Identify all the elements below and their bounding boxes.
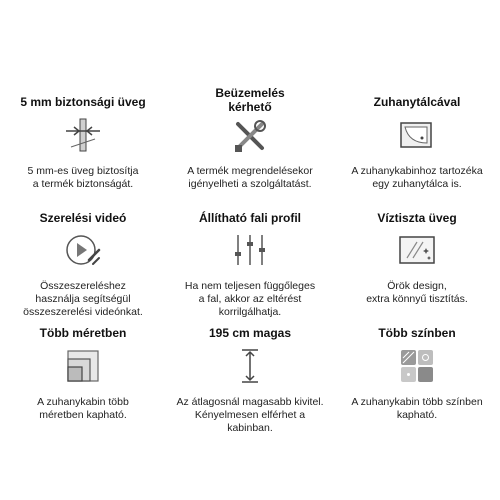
- feature-safety-glass: [0, 95, 166, 191]
- feature-desc-line: A termék megrendelésekor: [187, 165, 313, 177]
- feature-desc-line: a fal, akkor az eltérést: [198, 293, 302, 305]
- feature-adjustable-profile: [167, 211, 333, 319]
- feature-title: Víztiszta üveg: [377, 211, 457, 225]
- feature-desc-line: a termék biztonságát.: [32, 178, 134, 190]
- feature-desc-line: Kényelmesen elférhet a kabinban.: [194, 409, 306, 434]
- feature-clear-glass: [334, 211, 500, 306]
- feature-desc-line: A zuhanykabin több: [37, 396, 129, 408]
- feature-install-video: [0, 211, 166, 319]
- feature-title: Szerelési videó: [39, 211, 127, 225]
- feature-desc-line: korrilgálhatja.: [218, 306, 282, 318]
- colors-icon: [397, 346, 437, 386]
- feature-desc-line: A zuhanykabinhoz tartozéka: [351, 165, 483, 177]
- feature-desc-line: egy zuhanytálca is.: [372, 178, 462, 190]
- feature-desc-line: igényelheti a szolgáltatást.: [188, 178, 312, 190]
- feature-desc-line: A zuhanykabin több színben: [351, 396, 483, 408]
- feature-title-line: kérhető: [228, 100, 272, 114]
- feature-multiple-sizes: [0, 326, 166, 422]
- shower-tray-icon: [395, 115, 439, 155]
- feature-desc-line: 5 mm-es üveg biztosítja: [27, 165, 139, 177]
- adjustable-profile-icon: [230, 230, 270, 270]
- feature-height: [167, 326, 333, 435]
- feature-desc-line: összeszerelési videónkat.: [23, 306, 143, 318]
- feature-multiple-colors: [334, 326, 500, 422]
- feature-title: 5 mm biztonsági üveg: [20, 95, 146, 109]
- feature-desc-line: Örök design,: [387, 280, 447, 292]
- feature-desc-line: kapható.: [396, 409, 438, 421]
- feature-desc-line: Összeszereléshez: [40, 280, 126, 292]
- feature-title: Több méretben: [39, 326, 127, 340]
- feature-desc-line: méretben kapható.: [39, 409, 127, 421]
- feature-desc-line: extra könnyű tisztítás.: [366, 293, 468, 305]
- safety-glass-icon: [63, 115, 103, 155]
- tools-icon: [230, 116, 270, 156]
- sizes-icon: [63, 346, 103, 386]
- feature-desc-line: használja segítségül: [35, 293, 131, 305]
- feature-title: Zuhanytálcával: [373, 95, 461, 109]
- feature-title: Állítható fali profil: [199, 211, 301, 225]
- feature-title: Több színben: [378, 326, 456, 340]
- feature-title-line: Beüzemelés: [215, 86, 285, 100]
- feature-shower-tray: [334, 95, 500, 191]
- video-tools-icon: [63, 230, 103, 270]
- feature-desc-line: Ha nem teljesen függőleges: [184, 280, 316, 292]
- height-icon: [230, 346, 270, 386]
- feature-title: 195 cm magas: [208, 326, 292, 340]
- clear-glass-icon: [395, 230, 439, 270]
- feature-installation: [167, 86, 333, 191]
- feature-desc-line: Az átlagosnál magasabb kivitel.: [176, 396, 324, 408]
